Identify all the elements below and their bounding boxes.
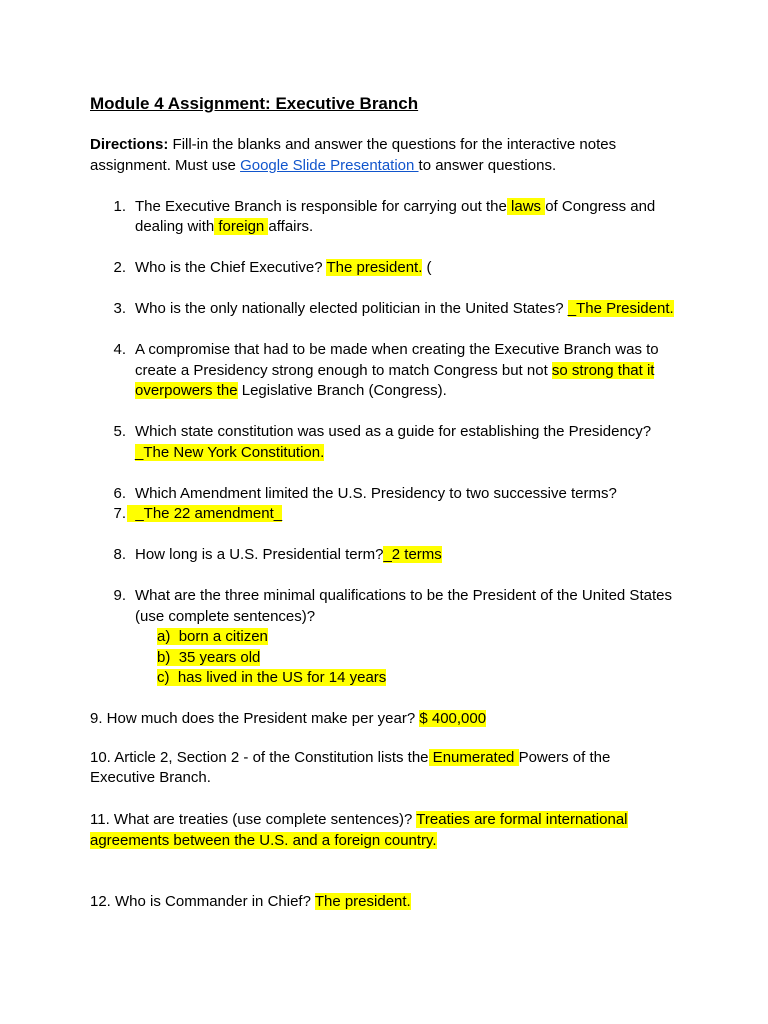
page-title: Module 4 Assignment: Executive Branch [90, 94, 419, 113]
answer-highlight: foreign [214, 218, 269, 235]
directions-line-2 [90, 156, 556, 176]
question-text: Who is the only nationally elected politician in the United States? [135, 300, 568, 317]
question-9-salary [90, 709, 486, 729]
list-number: 6. [113, 485, 126, 502]
question-text: 12. Who is Commander in Chief? [90, 893, 315, 910]
question-6-number [104, 484, 126, 504]
answer-highlight: The president. [326, 259, 423, 276]
question-text: How long is a U.S. Presidential term? [135, 546, 384, 563]
question-12 [90, 892, 411, 912]
answer-highlight: $ 400,000 [419, 710, 487, 727]
question-text: 11. What are treaties (use complete sentences)? [90, 811, 417, 828]
option-a [157, 627, 268, 647]
question-9-line-1: What are the three minimal qualifications to be the President of the United States [135, 587, 672, 604]
directions-label: Directions: [90, 136, 169, 153]
answer-highlight: _2 terms [383, 546, 442, 563]
question-7-number [104, 504, 126, 524]
question-text: ( [422, 259, 432, 276]
directions-line-1 [90, 135, 616, 155]
question-text: The Executive Branch is responsible for carrying out the [135, 198, 507, 215]
question-text: Who is the Chief Executive? [135, 259, 327, 276]
question-1-line-1 [135, 197, 655, 217]
question-4-number [104, 340, 126, 360]
question-text: Legislative Branch (Congress). [237, 382, 447, 399]
question-text: of Congress and [545, 198, 656, 215]
answer-highlight: laws [506, 198, 546, 215]
question-9-number [104, 586, 126, 606]
answer-highlight: born a citizen [178, 628, 268, 645]
option-c [157, 668, 386, 688]
question-text: 10. Article 2, Section 2 - of the Constitution lists the [90, 749, 429, 766]
answer-highlight: Treaties are formal international [416, 811, 628, 828]
answer-highlight: Enumerated [428, 749, 519, 766]
question-8 [135, 545, 442, 565]
list-number: 1. [113, 198, 126, 215]
option-label: a) [157, 628, 171, 645]
question-2-number [104, 258, 126, 278]
question-6: Which Amendment limited the U.S. Presidency to two successive terms? [135, 485, 617, 502]
question-3-number [104, 299, 126, 319]
answer-highlight: _The President. [567, 300, 674, 317]
question-8-number [104, 545, 126, 565]
question-4-line-2 [135, 361, 654, 381]
answer-highlight: 35 years old [178, 649, 261, 666]
directions-text-2: assignment. Must use [90, 157, 241, 174]
list-number: 8. [113, 546, 126, 563]
question-3 [135, 299, 674, 319]
question-1 [104, 197, 126, 217]
list-number: 5. [113, 423, 126, 440]
answer-highlight: _The New York Constitution. [135, 444, 325, 461]
question-text: dealing with [135, 218, 215, 235]
directions-text-3: to answer questions. [418, 157, 557, 174]
question-text: 9. How much does the President make per year? [90, 710, 420, 727]
list-number: 2. [113, 259, 126, 276]
question-9-line-2: (use complete sentences)? [135, 608, 316, 625]
answer-highlight: so strong that it [551, 362, 655, 379]
question-4-line-1: A compromise that had to be made when creating the Executive Branch was to [135, 341, 659, 358]
answer-highlight: _The 22 amendment_ [127, 505, 283, 522]
list-number: 3. [113, 300, 126, 317]
option-label: c) [157, 669, 170, 686]
answer-highlight: has lived in the US for 14 years [177, 669, 387, 686]
answer-highlight: overpowers the [135, 382, 238, 399]
question-1-line-2 [135, 217, 313, 237]
question-10-line-1 [90, 748, 610, 768]
option-b [157, 648, 260, 668]
question-5-line-1: Which state constitution was used as a guide for establishing the Presidency? [135, 423, 652, 440]
list-number: 4. [113, 341, 126, 358]
question-5-line-2 [135, 443, 324, 463]
question-4-line-3 [135, 381, 447, 401]
question-text: Powers of the [518, 749, 611, 766]
google-slide-link[interactable]: Google Slide Presentation [240, 157, 419, 174]
directions-text: Fill-in the blanks and answer the questions for the interactive notes [168, 136, 617, 153]
question-11-line-2 [90, 831, 437, 851]
question-2 [135, 258, 432, 278]
question-7 [127, 504, 282, 524]
option-label: b) [157, 649, 171, 666]
list-number: 7. [113, 505, 126, 522]
question-text: create a Presidency strong enough to match Congress but not [135, 362, 552, 379]
question-5-number [104, 422, 126, 442]
answer-highlight: The president. [314, 893, 411, 910]
list-number: 9. [113, 587, 126, 604]
question-text: affairs. [268, 218, 314, 235]
question-10-line-2: Executive Branch. [90, 769, 211, 786]
question-11-line-1 [90, 810, 628, 830]
answer-highlight: agreements between the U.S. and a foreign country. [90, 832, 437, 849]
